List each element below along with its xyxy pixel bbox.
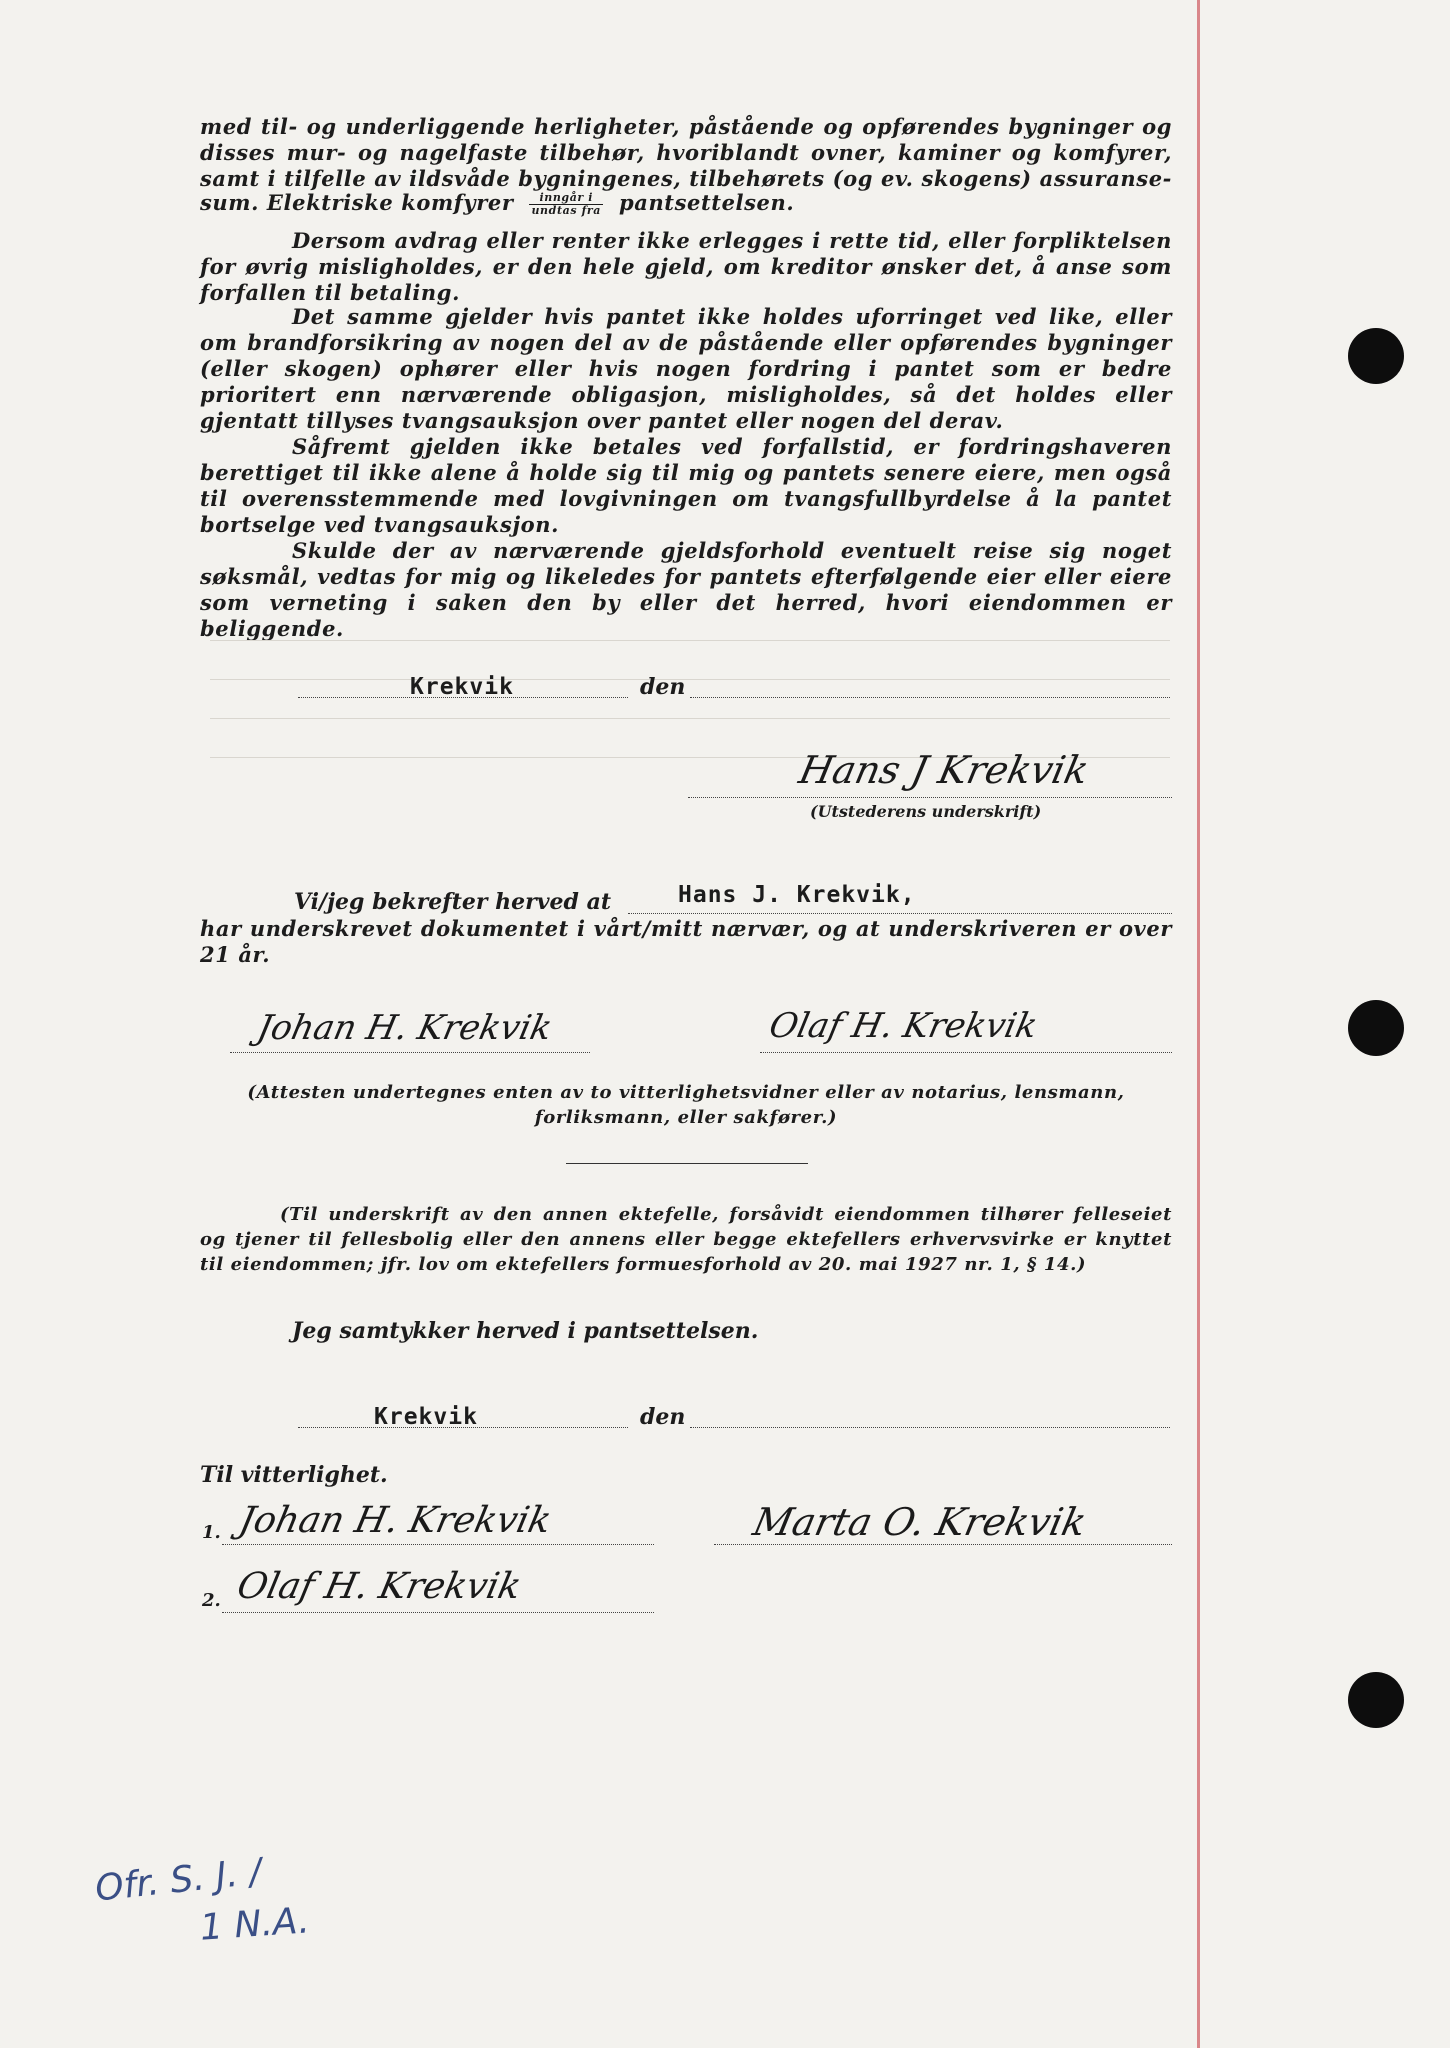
binder-hole-bottom [1348, 1672, 1404, 1728]
issuer-den-label: den [640, 674, 686, 700]
witness2-signature: Olaf H. Krekvik [765, 1006, 1042, 1046]
consent-place: Krekvik [374, 1404, 478, 1430]
margin-line [1197, 0, 1200, 2048]
paragraph-enforcement: Såfremt gjelden ikke betales ved forfallstid, er fordringshaveren berettiget til ikke alene å holde sig til mig og pantets senere eiere, men også til overensstemmende med lovgivningen om tvangsfullbyrdelse å la pantet bortselge ved tvangsauksjon. [200, 434, 1172, 537]
witness1-line [230, 1052, 590, 1053]
consent-den-label: den [640, 1404, 686, 1430]
binder-hole-middle [1348, 1000, 1404, 1056]
witness1-signature: Johan H. Krekvik [253, 1008, 556, 1048]
body-line-1: med til- og underliggende herligheter, påstående og opførendes bygninger og [200, 114, 1172, 139]
issuer-signature-line [688, 797, 1172, 798]
issuer-place: Krekvik [410, 674, 514, 700]
body-line-4 [200, 190, 1172, 217]
paragraph-default: Dersom avdrag eller renter ikke erlegges i rette tid, eller forpliktelsen for øvrig misligholdes, er den hele gjeld, om kreditor ønsker det, å anse som forfallen til betaling. [200, 228, 1172, 305]
separator-line [566, 1163, 808, 1164]
margin-note-line1: Ofr. S. J. / [93, 1851, 264, 1910]
binder-hole-top [1348, 328, 1404, 384]
consent-witness2-line [222, 1612, 654, 1613]
body-line-3: samt i tilfelle av ildsvåde bygningenes, tilbehørets (og ev. skogens) assuranse- [200, 166, 1172, 191]
consent-text: Jeg samtykker herved i pantsettelsen. [292, 1318, 759, 1344]
witness2-line [760, 1052, 1172, 1053]
confirmation-name-line [628, 913, 1172, 914]
confirmation-prefix: Vi/jeg bekrefter herved at [294, 889, 611, 915]
margin-note-line2: 1 N.A. [198, 1900, 311, 1949]
date-line [690, 697, 1170, 698]
attest-note: (Attesten undertegnes enten av to vitterlighetsvidner eller av notarius, lensmann, forliksmann, eller sakfører.) [247, 1082, 1125, 1128]
spouse-note: (Til underskrift av den annen ektefelle, forsåvidt eiendommen tilhører felleseiet og tjener til fellesbolig eller den annens eller begge ektefellers erhvervsvirke er knyttet til eiendommen; jfr. lov om ektefellers formuesforhold av 20. mai 1927 nr. 1, § 14.) [200, 1204, 1172, 1275]
confirmation-name: Hans J. Krekvik, [678, 882, 916, 908]
body-line-2: disses mur- og nagelfaste tilbehør, hvoriblandt ovner, kaminer og komfyrer, [200, 140, 1172, 165]
pantsettelsen-text: pantsettelsen. [618, 190, 795, 215]
witness-number-1: 1. [202, 1522, 221, 1543]
witness-heading: Til vitterlighet. [200, 1462, 388, 1488]
komfyrer-text: sum. Elektriske komfyrer [200, 190, 514, 215]
choice-fraction [529, 192, 603, 217]
fraction-bottom: undtas fra [531, 204, 602, 217]
consent-witness1-signature: Johan H. Krekvik [235, 1500, 555, 1541]
consent-witness1-line [222, 1544, 654, 1545]
paragraph-security: Det samme gjelder hvis pantet ikke holdes uforringet ved like, eller om brandforsikring av nogen del av de påstående eller opførendes bygninger (eller skogen) ophører eller hvis nogen fordring i pantet som er bedre prioritert enn nærværende obligasjon, misligholdes, så det holdes eller gjentatt tillyses tvangsauksjon over pantet eller nogen del derav. [200, 304, 1172, 433]
issuer-caption: (Utstederens underskrift) [810, 802, 1042, 821]
fraction-top: inngår i [529, 192, 603, 205]
consent-date-line [690, 1427, 1170, 1428]
witness-number-2: 2. [202, 1590, 221, 1611]
issuer-signature: Hans J Krekvik [795, 748, 1093, 792]
paragraph-venue: Skulde der av nærværende gjeldsforhold eventuelt reise sig noget søksmål, vedtas for mig og likeledes for pantets efterfølgende eier eller eiere som verneting i saken den by eller det herred, hvori eiendommen er beliggende. [200, 538, 1172, 641]
confirmation-text: har underskrevet dokumentet i vårt/mitt nærvær, og at underskriveren er over 21 år. [200, 916, 1172, 967]
spouse-signature-line [714, 1544, 1172, 1545]
spouse-signature: Marta O. Krekvik [749, 1500, 1091, 1544]
consent-witness2-signature: Olaf H. Krekvik [233, 1566, 525, 1607]
